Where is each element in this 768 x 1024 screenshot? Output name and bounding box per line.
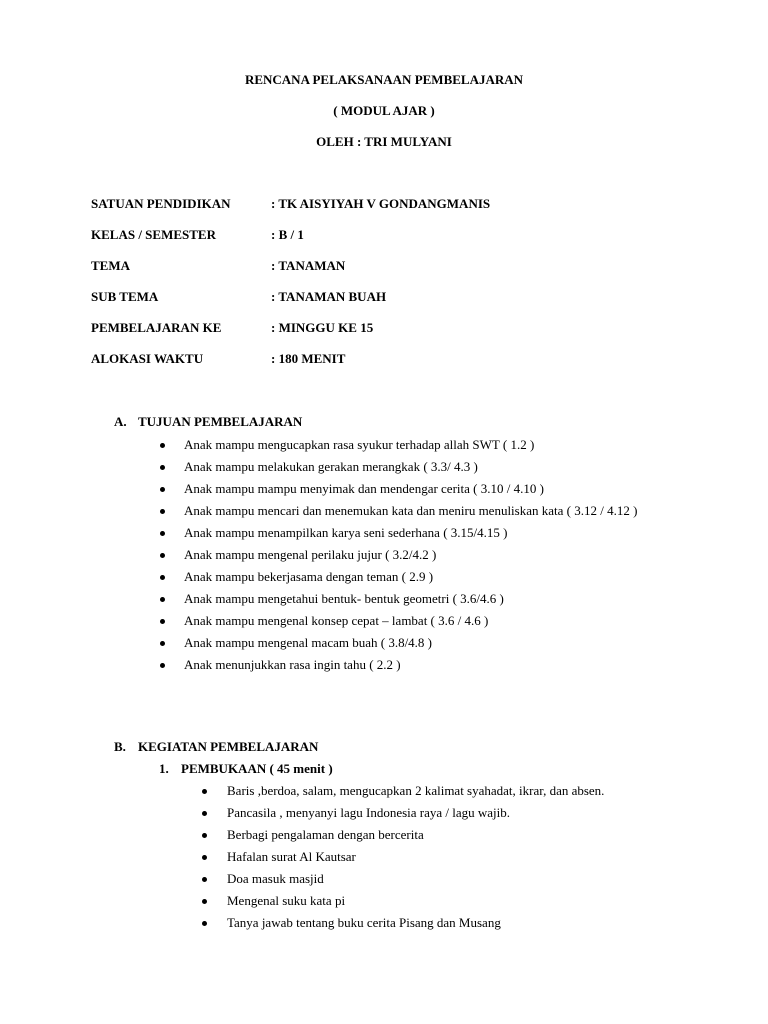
section-a-title: TUJUAN PEMBELAJARAN xyxy=(138,414,303,429)
bullet-icon xyxy=(160,443,165,448)
list-item: Anak mampu mampu menyimak dan mendengar cerita ( 3.10 / 4.10 ) xyxy=(159,478,699,500)
bullet-icon xyxy=(160,531,165,536)
list-item: Anak mampu menampilkan karya seni sederhana ( 3.15/4.15 ) xyxy=(159,522,699,544)
list-item: Anak mampu bekerjasama dengan teman ( 2.9 ) xyxy=(159,566,699,588)
document-author: OLEH : TRI MULYANI xyxy=(316,134,452,149)
list-item: Pancasila , menyanyi lagu Indonesia raya / lagu wajib. xyxy=(200,802,720,824)
pembukaan-number: 1. xyxy=(159,761,169,776)
info-value: : TK AISYIYAH V GONDANGMANIS xyxy=(271,196,491,211)
bullet-icon xyxy=(202,855,207,860)
list-item: Anak mampu mengenal perilaku jujur ( 3.2/4.2 ) xyxy=(159,544,699,566)
document-subtitle: ( MODUL AJAR ) xyxy=(333,103,435,118)
bullet-icon xyxy=(160,663,165,668)
info-label: KELAS / SEMESTER xyxy=(91,227,216,242)
bullet-icon xyxy=(160,575,165,580)
list-item: Berbagi pengalaman dengan bercerita xyxy=(200,824,720,846)
bullet-icon xyxy=(160,597,165,602)
list-item: Anak mampu mengucapkan rasa syukur terhadap allah SWT ( 1.2 ) xyxy=(159,434,699,456)
list-item: Hafalan surat Al Kautsar xyxy=(200,846,720,868)
info-value: : B / 1 xyxy=(271,227,304,242)
bullet-icon xyxy=(202,789,207,794)
tujuan-list xyxy=(159,434,699,676)
info-label: SATUAN PENDIDIKAN xyxy=(91,196,231,211)
list-item: Anak mampu melakukan gerakan merangkak ( 3.3/ 4.3 ) xyxy=(159,456,699,478)
bullet-icon xyxy=(202,833,207,838)
info-value: : TANAMAN xyxy=(271,258,346,273)
bullet-icon xyxy=(160,641,165,646)
section-b-title: KEGIATAN PEMBELAJARAN xyxy=(138,739,319,754)
bullet-icon xyxy=(160,487,165,492)
info-value: : MINGGU KE 15 xyxy=(271,320,374,335)
bullet-icon xyxy=(160,619,165,624)
pembukaan-list xyxy=(200,780,720,934)
pembukaan-title: PEMBUKAAN ( 45 menit ) xyxy=(181,761,333,776)
info-value: : 180 MENIT xyxy=(271,351,346,366)
section-a-letter: A. xyxy=(114,414,127,429)
list-item: Doa masuk masjid xyxy=(200,868,720,890)
list-item: Anak menunjukkan rasa ingin tahu ( 2.2 ) xyxy=(159,654,699,676)
pembukaan-heading xyxy=(159,761,333,777)
document-title: RENCANA PELAKSANAAN PEMBELAJARAN xyxy=(244,72,524,87)
info-label: SUB TEMA xyxy=(91,289,159,304)
bullet-icon xyxy=(160,465,165,470)
info-label: PEMBELAJARAN KE xyxy=(91,320,222,335)
bullet-icon xyxy=(160,509,165,514)
bullet-icon xyxy=(202,811,207,816)
bullet-icon xyxy=(202,921,207,926)
info-label: ALOKASI WAKTU xyxy=(91,351,204,366)
list-item: Tanya jawab tentang buku cerita Pisang dan Musang xyxy=(200,912,720,934)
list-item: Mengenal suku kata pi xyxy=(200,890,720,912)
list-item: Anak mampu mengetahui bentuk- bentuk geometri ( 3.6/4.6 ) xyxy=(159,588,699,610)
section-b-heading xyxy=(114,739,318,755)
section-b-letter: B. xyxy=(114,739,126,754)
list-item: Anak mampu mencari dan menemukan kata dan meniru menuliskan kata ( 3.12 / 4.12 ) xyxy=(159,500,699,522)
info-value: : TANAMAN BUAH xyxy=(271,289,387,304)
bullet-icon xyxy=(202,899,207,904)
info-label: TEMA xyxy=(91,258,130,273)
section-a-heading xyxy=(114,414,302,430)
list-item: Baris ,berdoa, salam, mengucapkan 2 kalimat syahadat, ikrar, dan absen. xyxy=(200,780,720,802)
bullet-icon xyxy=(160,553,165,558)
list-item: Anak mampu mengenal konsep cepat – lambat ( 3.6 / 4.6 ) xyxy=(159,610,699,632)
bullet-icon xyxy=(202,877,207,882)
list-item: Anak mampu mengenal macam buah ( 3.8/4.8 ) xyxy=(159,632,699,654)
